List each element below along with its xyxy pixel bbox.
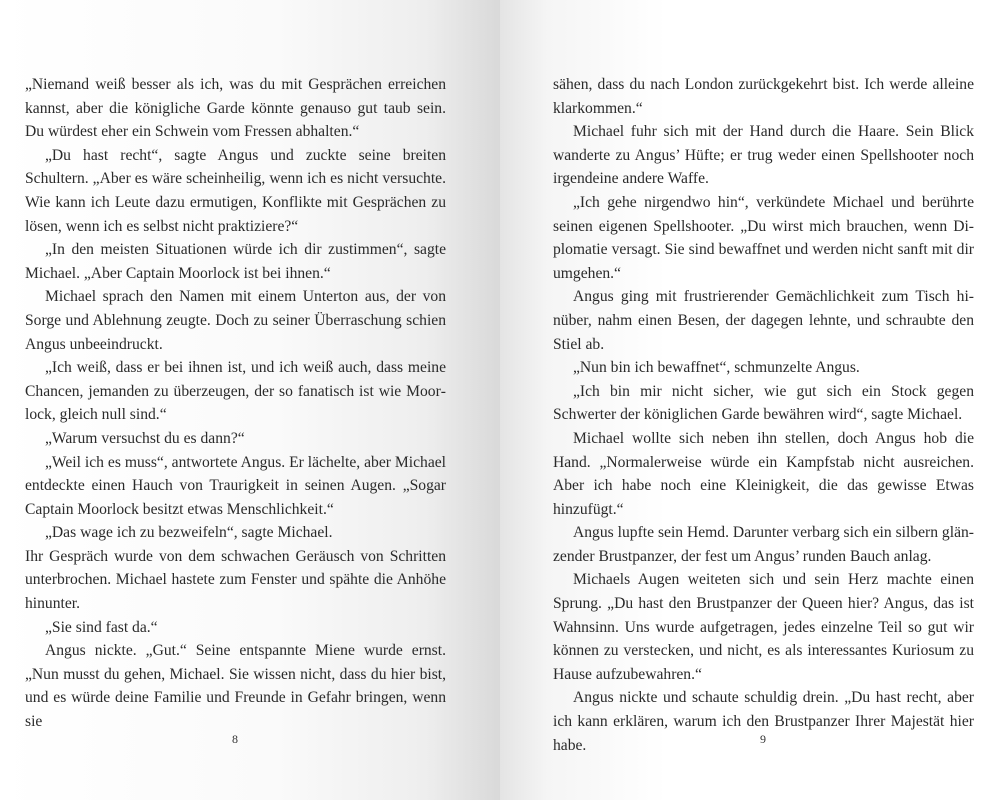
paragraph: Angus ging mit frustrierender Gemächlichkeit zum Tisch hinüber, nahm einen Besen, der dagegen lehnte, und schraubte den Stiel ab. bbox=[553, 288, 974, 353]
paragraph: „Sie sind fast da.“ bbox=[45, 618, 158, 636]
paragraph: Angus nickte. „Gut.“ Seine entspannte Miene wurde ernst. „Nun musst du gehen, Michael. Sie wissen nicht, dass du hier bist, und es würde deine Familie und Freunde in Gefahr bringen, wenn sie bbox=[25, 642, 446, 731]
paragraph: Angus lupfte sein Hemd. Darunter verbarg sich ein silbern glänzender Brustpanzer, der fest um Angus’ runden Bauch anlag. bbox=[553, 524, 974, 565]
left-page-text bbox=[25, 73, 446, 734]
paragraph: Ihr Gespräch wurde von dem schwachen Geräusch von Schritten unterbrochen. Michael hastete zum Fenster und spähte die Anhöhe hinunter. bbox=[25, 547, 446, 613]
paragraph: „Das wage ich zu bezweifeln“, sagte Michael. bbox=[45, 524, 333, 542]
page-margin-strip bbox=[976, 0, 1000, 800]
paragraph: „Warum versuchst du es dann?“ bbox=[45, 429, 245, 447]
paragraph: Michaels Augen weiteten sich und sein Herz machte einen Sprung. „Du hast den Brustpanzer der Queen hier? Angus, das ist Wahnsinn. Uns wurde aufgetragen, jedes einzelne Teil so gut wir können zu verstecken, und nicht, es als interessantes Kuriosum zu Hause aufzubewahren.“ bbox=[553, 571, 974, 683]
paragraph: sähen, dass du nach London zurückgekehrt bist. Ich werde alleine klarkommen.“ bbox=[553, 76, 974, 117]
paragraph: „Ich gehe nirgendwo hin“, verkündete Michael und berührte seinen eigenen Spellshooter. „Du wirst mich brauchen, wenn Diplomatie versagt. Sie sind bewaffnet und werden nicht sanft mit dir umgehen.“ bbox=[553, 193, 974, 282]
paragraph: „Weil ich es muss“, antwortete Angus. Er lächelte, aber Michael entdeckte einen Hauch von Traurigkeit in seinen Augen. „Sogar Captain Moorlock besitzt etwas Menschlichkeit.“ bbox=[25, 453, 446, 518]
paragraph: Michael wollte sich neben ihn stellen, doch Angus hob die Hand. „Normalerweise würde ein Kampfstab nicht ausreichen. Aber ich habe noch eine Kleinigkeit, die das gewisse Etwas hinzufügt.“ bbox=[553, 429, 974, 518]
page-number-left: 8 bbox=[232, 732, 238, 746]
paragraph: „Nun bin ich bewaffnet“, schmunzelte Angus. bbox=[573, 359, 860, 377]
paragraph: Michael sprach den Namen mit einem Unterton aus, der von Sorge und Ablehnung zeugte. Doch zu seiner Überraschung schien Angus unbeeindruckt. bbox=[25, 288, 446, 353]
right-page-text bbox=[553, 73, 974, 757]
paragraph: „Ich weiß, dass er bei ihnen ist, und ich weiß auch, dass meine Chancen, jemanden zu überzeugen, der so fanatisch ist wie Moorlock, gleich null sind.“ bbox=[25, 359, 446, 424]
paragraph: „Niemand weiß besser als ich, was du mit Gesprächen erreichen kannst, aber die königliche Garde könnte genauso gut taub sein. Du würdest eher ein Schwein vom Fressen abhalten.“ bbox=[25, 76, 446, 141]
right-page bbox=[500, 0, 976, 800]
paragraph: „In den meisten Situationen würde ich dir zustimmen“, sagte Michael. „Aber Captain Moorlock ist bei ihnen.“ bbox=[25, 241, 446, 282]
paragraph: „Du hast recht“, sagte Angus und zuckte seine breiten Schultern. „Aber es wäre scheinheilig, wenn ich es nicht versuchte. Wie kann ich Leute dazu ermutigen, Konflikte mit Gesprächen zu lösen, wenn ich es selbst nicht praktiziere?“ bbox=[25, 146, 446, 235]
paragraph: Angus nickte und schaute schuldig drein. „Du hast recht, aber ich kann erklären, warum ich den Brustpanzer Ihrer Majestät hier habe. bbox=[553, 689, 974, 754]
page-number-right: 9 bbox=[760, 732, 766, 746]
paragraph: Michael fuhr sich mit der Hand durch die Haare. Sein Blick wanderte zu Angus’ Hüfte; er trug weder einen Spellshooter noch irgendeine andere Waffe. bbox=[553, 123, 974, 188]
paragraph: „Ich bin mir nicht sicher, wie gut sich ein Stock gegen Schwerter der königlichen Garde bewähren wird“, sagte Michael. bbox=[553, 382, 974, 424]
